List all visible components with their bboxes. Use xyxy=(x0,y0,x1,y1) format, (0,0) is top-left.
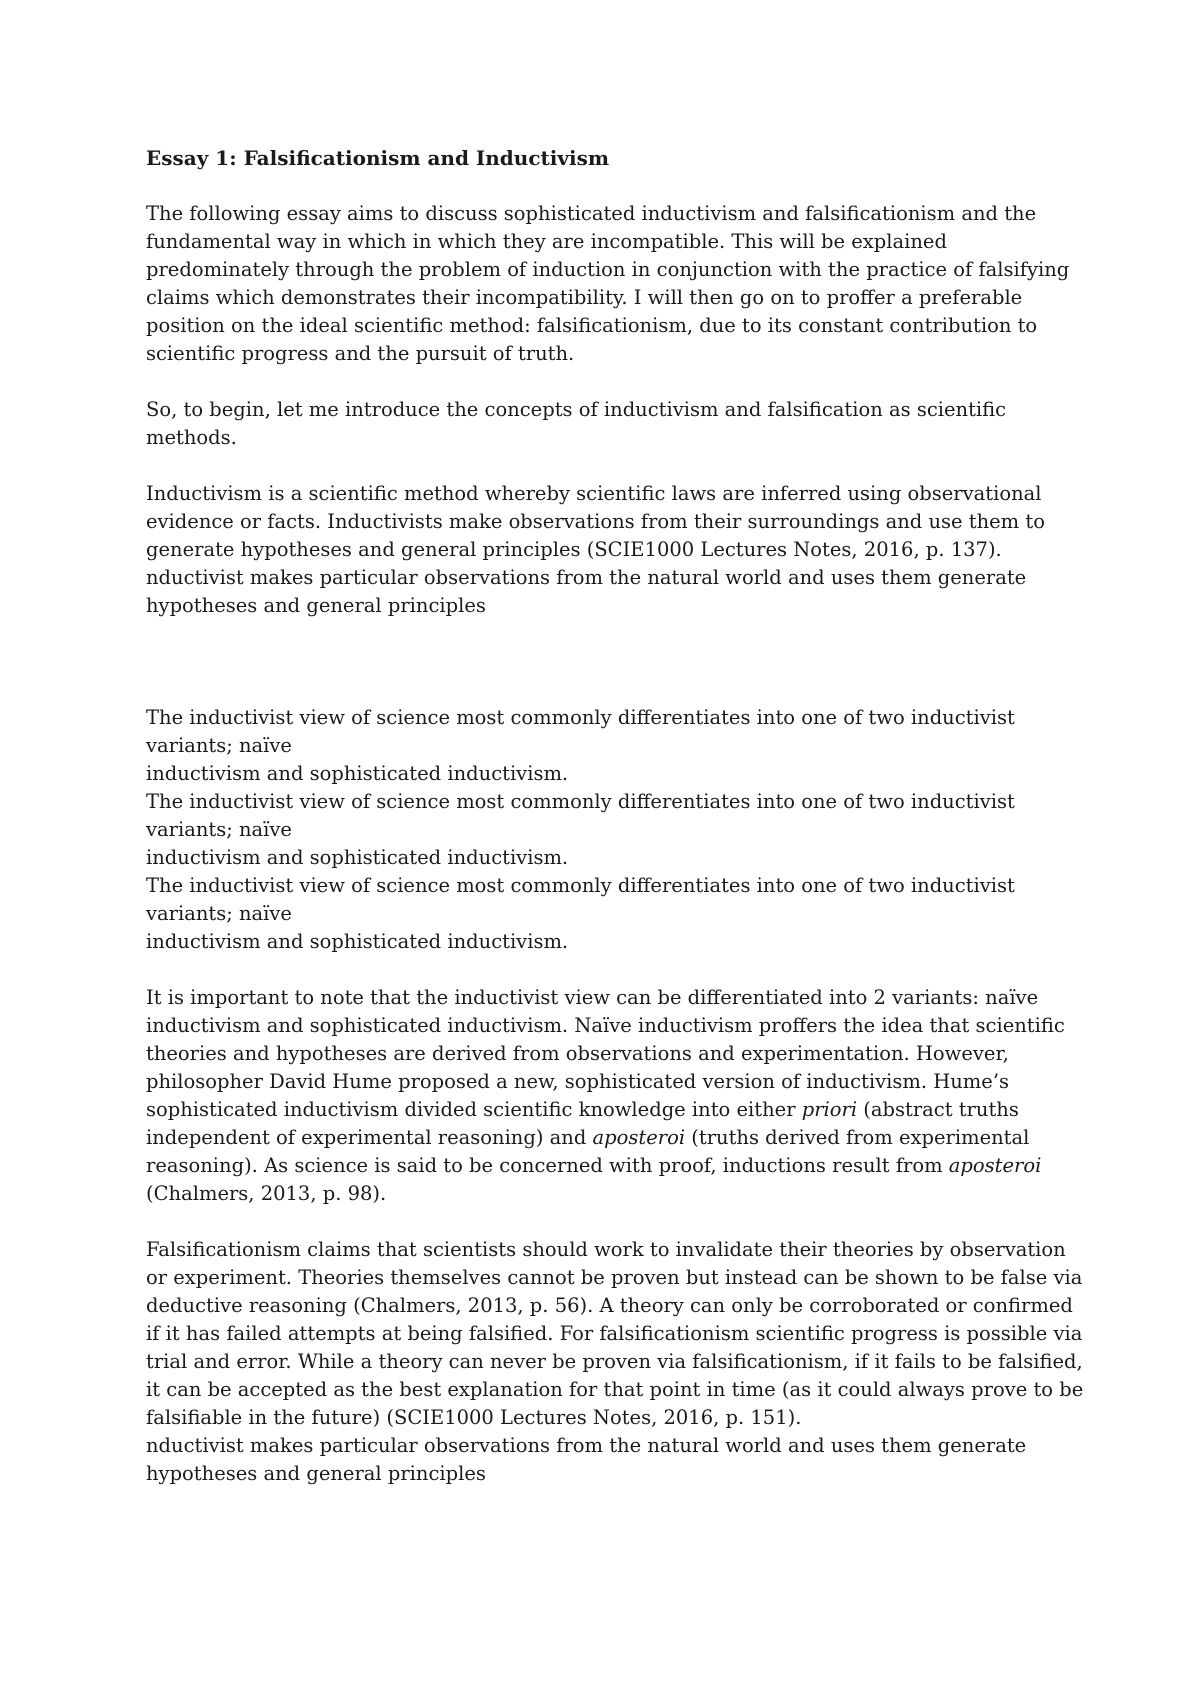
text-run: sophisticated inductivism divided scientific knowledge into either xyxy=(146,1098,802,1121)
text-line: or experiment. Theories themselves cannot be proven but instead can be shown to be false via xyxy=(146,1266,1083,1289)
text-run: (truths derived from experimental xyxy=(685,1126,1030,1149)
text-line: nductivist makes particular observations from the natural world and uses them generate xyxy=(146,1434,1027,1457)
falsification-paragraph xyxy=(146,1236,1084,1488)
italic-term: priori xyxy=(801,1098,858,1121)
text-line: hypotheses and general principles xyxy=(146,594,486,617)
text-line: trial and error. While a theory can never be proven via falsificationism, if it fails to be falsified, xyxy=(146,1350,1083,1373)
text-line xyxy=(146,1124,1066,1152)
text-line: generate hypotheses and general principles (SCIE1000 Lectures Notes, 2016, p. 137). xyxy=(146,538,1002,561)
text-line: inductivism and sophisticated inductivism. Naïve inductivism proffers the idea that scientific xyxy=(146,1014,1065,1037)
variants-paragraph xyxy=(146,704,1066,956)
begin-paragraph xyxy=(146,396,1066,452)
text-line: The inductivist view of science most commonly differentiates into one of two inductivist xyxy=(146,790,1015,813)
text-line xyxy=(146,1096,1066,1124)
text-line: it can be accepted as the best explanation for that point in time (as it could always prove to be xyxy=(146,1378,1084,1401)
text-line xyxy=(146,1152,1066,1180)
text-line: The following essay aims to discuss sophisticated inductivism and falsificationism and the xyxy=(146,202,1037,225)
text-line: predominately through the problem of induction in conjunction with the practice of falsifying xyxy=(146,258,1070,281)
text-line: inductivism and sophisticated inductivism. xyxy=(146,762,569,785)
text-line: hypotheses and general principles xyxy=(146,1462,486,1485)
text-line: The inductivist view of science most commonly differentiates into one of two inductivist xyxy=(146,706,1015,729)
text-line: evidence or facts. Inductivists make observations from their surroundings and use them to xyxy=(146,510,1045,533)
italic-term: aposteroi xyxy=(948,1154,1042,1177)
text-run: independent of experimental reasoning) and xyxy=(146,1126,593,1149)
text-line: variants; naïve xyxy=(146,902,292,925)
document-page xyxy=(146,144,1084,1488)
hume-paragraph xyxy=(146,984,1066,1208)
intro-paragraph xyxy=(146,200,1070,368)
text-line: fundamental way in which in which they are incompatible. This will be explained xyxy=(146,230,947,253)
text-line: nductivist makes particular observations from the natural world and uses them generate xyxy=(146,566,1027,589)
text-line: claims which demonstrates their incompatibility. I will then go on to proffer a preferable xyxy=(146,286,1023,309)
text-line: falsifiable in the future) (SCIE1000 Lectures Notes, 2016, p. 151). xyxy=(146,1406,802,1429)
inductivism-paragraph xyxy=(146,480,1066,620)
text-line: So, to begin, let me introduce the concepts of inductivism and falsification as scientific xyxy=(146,398,1007,421)
text-line: (Chalmers, 2013, p. 98). xyxy=(146,1182,387,1205)
text-run: reasoning). As science is said to be concerned with proof, inductions result from xyxy=(146,1154,949,1177)
text-line: variants; naïve xyxy=(146,818,292,841)
text-line: scientific progress and the pursuit of truth. xyxy=(146,342,575,365)
text-line: inductivism and sophisticated inductivism. xyxy=(146,846,569,869)
text-line: if it has failed attempts at being falsified. For falsificationism scientific progress is possible via xyxy=(146,1322,1083,1345)
text-line: inductivism and sophisticated inductivism. xyxy=(146,930,569,953)
text-run: (abstract truths xyxy=(857,1098,1019,1121)
text-line: philosopher David Hume proposed a new, sophisticated version of inductivism. Hume’s xyxy=(146,1070,1010,1093)
essay-title: Essay 1: Falsificationism and Inductivism xyxy=(146,146,609,170)
text-line: methods. xyxy=(146,426,237,449)
text-line: theories and hypotheses are derived from observations and experimentation. However, xyxy=(146,1042,1009,1065)
text-line: The inductivist view of science most commonly differentiates into one of two inductivist xyxy=(146,874,1015,897)
text-line: Falsificationism claims that scientists should work to invalidate their theories by observation xyxy=(146,1238,1066,1261)
text-line: deductive reasoning (Chalmers, 2013, p. 56). A theory can only be corroborated or confirmed xyxy=(146,1294,1073,1317)
text-line: variants; naïve xyxy=(146,734,292,757)
text-line: position on the ideal scientific method: falsificationism, due to its constant contribution to xyxy=(146,314,1038,337)
text-line: Inductivism is a scientific method whereby scientific laws are inferred using observational xyxy=(146,482,1042,505)
italic-term: aposteroi xyxy=(592,1126,686,1149)
text-line: It is important to note that the inductivist view can be differentiated into 2 variants: naïve xyxy=(146,986,1039,1009)
